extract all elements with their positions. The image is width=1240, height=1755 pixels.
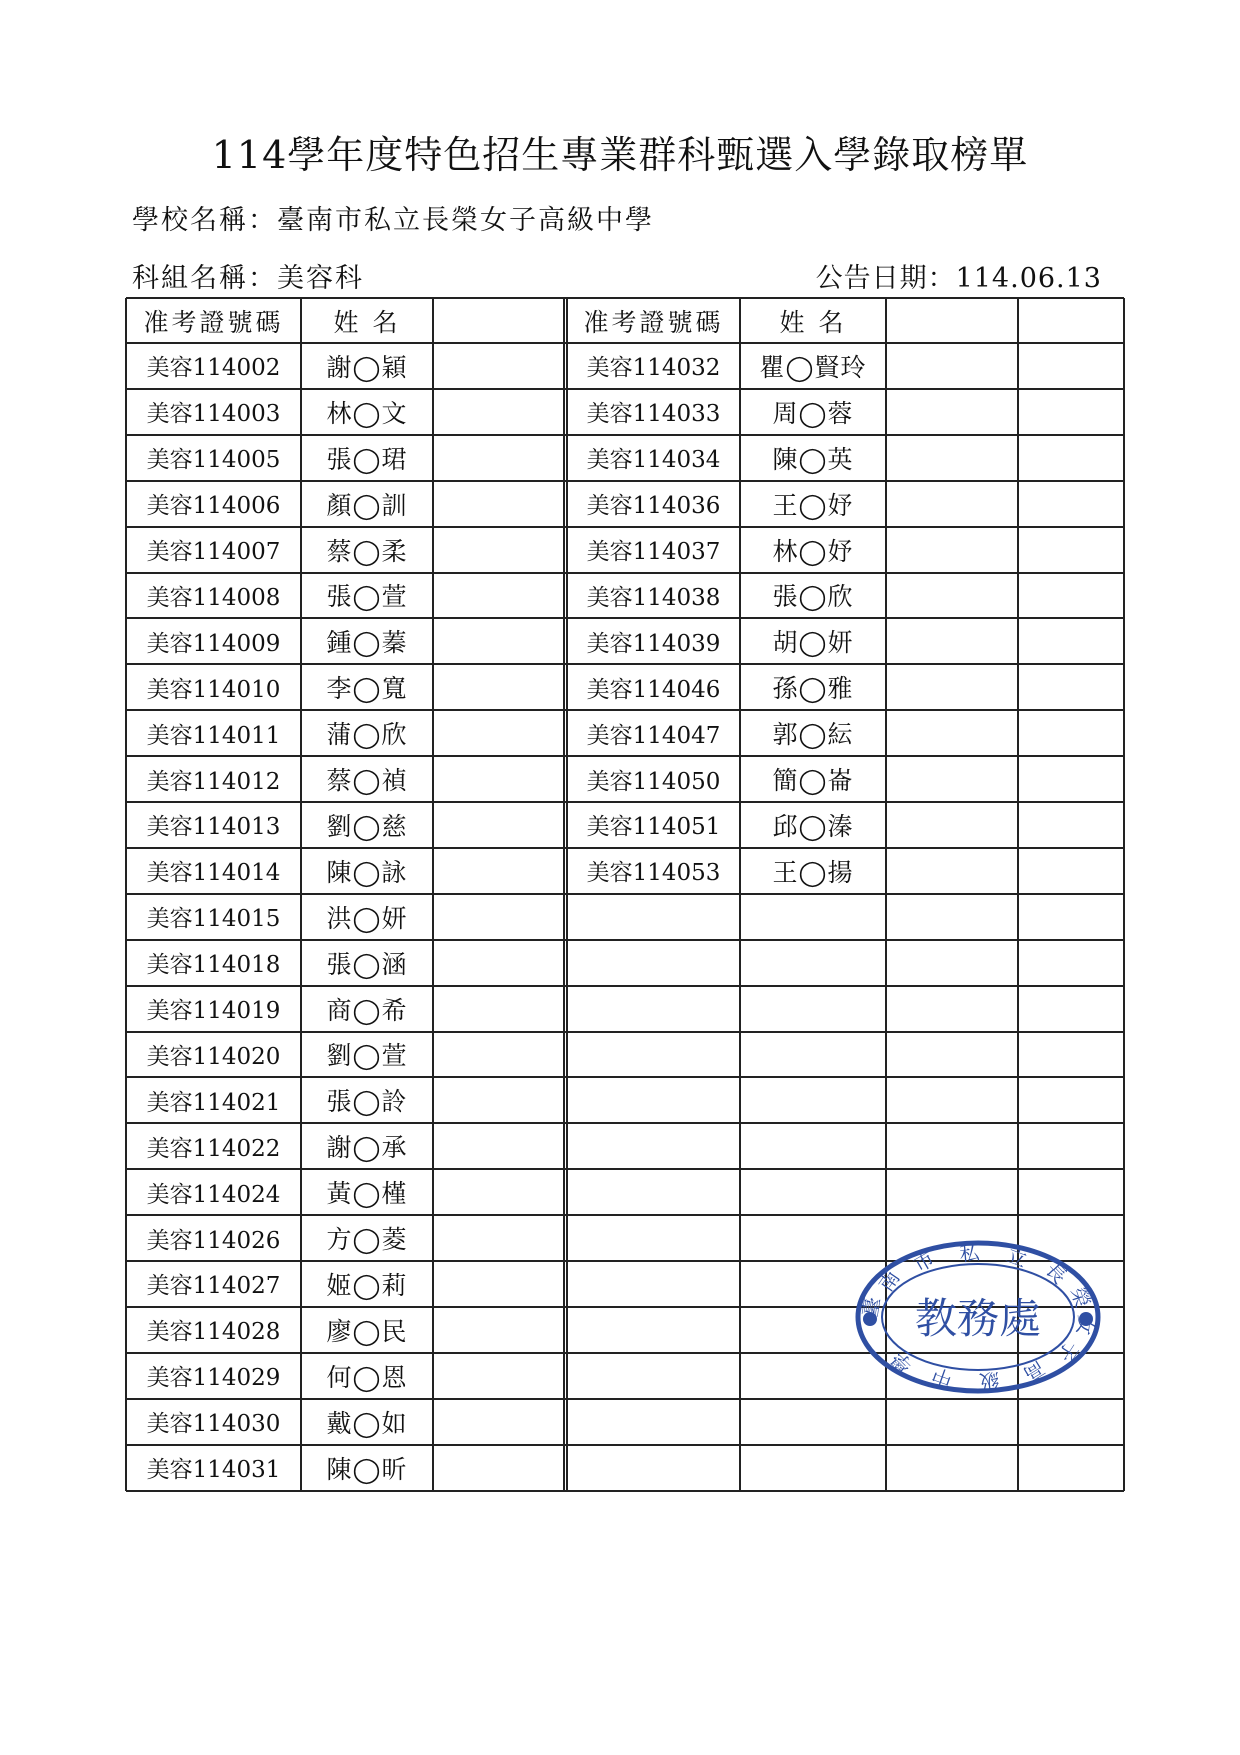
candidate-id: 美容114005 <box>146 447 281 474</box>
candidate-id: 美容114034 <box>586 447 721 474</box>
candidate-name: 顏◯訓 <box>326 490 408 520</box>
seal-ring-char: 立 <box>1003 1242 1031 1273</box>
candidate-id: 美容114039 <box>586 630 721 657</box>
seal-ring-char: 中 <box>928 1362 956 1392</box>
candidate-name: 胡◯妍 <box>772 628 854 658</box>
candidate-id: 美容114032 <box>586 355 721 382</box>
candidate-name: 簡◯崙 <box>772 766 854 796</box>
candidate-id: 美容114038 <box>586 584 721 611</box>
column-header-name: 姓 名 <box>779 307 847 337</box>
candidate-name: 劉◯慈 <box>326 811 408 841</box>
candidate-id: 美容114021 <box>146 1089 281 1116</box>
candidate-id: 美容114013 <box>146 814 281 841</box>
office-seal <box>852 1237 1104 1397</box>
candidate-id: 美容114050 <box>586 768 721 795</box>
seal-ring-char: 長 <box>1040 1257 1072 1289</box>
page-title: 114學年度特色招生專業群科甄選入學錄取榜單 <box>211 133 1029 177</box>
candidate-id: 美容114010 <box>146 676 281 703</box>
candidate-id: 美容114036 <box>586 493 721 520</box>
seal-ring-char: 私 <box>958 1240 981 1266</box>
candidate-name: 戴◯如 <box>326 1408 408 1438</box>
candidate-name: 蔡◯柔 <box>326 536 408 566</box>
candidate-id: 美容114026 <box>146 1227 281 1254</box>
seal-ring-char: 級 <box>978 1367 1001 1394</box>
candidate-id: 美容114031 <box>146 1457 281 1484</box>
candidate-id: 美容114020 <box>146 1043 281 1070</box>
candidate-id: 美容114003 <box>146 401 281 428</box>
candidate-name: 陳◯英 <box>772 444 854 474</box>
candidate-name: 瞿◯賢玲 <box>759 352 867 382</box>
column-header-id: 准考證號碼 <box>143 307 284 337</box>
candidate-id: 美容114011 <box>146 722 281 749</box>
candidate-id: 美容114014 <box>146 860 281 887</box>
candidate-name: 蒲◯欣 <box>326 720 408 750</box>
candidate-id: 美容114033 <box>586 401 721 428</box>
seal-ring-char: 高 <box>1019 1356 1050 1388</box>
candidate-name: 姬◯莉 <box>326 1270 408 1300</box>
candidate-id: 美容114037 <box>586 539 721 566</box>
candidate-id: 美容114053 <box>586 860 721 887</box>
candidate-id: 美容114008 <box>146 584 281 611</box>
candidate-name: 陳◯詠 <box>326 857 408 887</box>
candidate-name: 謝◯承 <box>326 1133 408 1163</box>
candidate-name: 方◯菱 <box>326 1225 408 1255</box>
candidate-id: 美容114002 <box>146 355 281 382</box>
candidate-id: 美容114018 <box>146 952 281 979</box>
candidate-name: 蔡◯禎 <box>326 766 408 796</box>
candidate-name: 林◯妤 <box>772 536 854 566</box>
column-header-name: 姓 名 <box>333 307 401 337</box>
candidate-name: 張◯涵 <box>326 949 408 979</box>
candidate-id: 美容114027 <box>146 1273 281 1300</box>
candidate-id: 美容114029 <box>146 1365 281 1392</box>
candidate-name: 張◯欣 <box>772 582 854 612</box>
seal-ring-char: 榮 <box>1066 1284 1096 1311</box>
candidate-name: 劉◯萱 <box>326 1041 408 1071</box>
candidate-id: 美容114009 <box>146 630 281 657</box>
seal-ring-char: 臺 <box>857 1295 885 1319</box>
candidate-name: 鍾◯蓁 <box>326 628 408 658</box>
seal-ring-char: 南 <box>873 1265 905 1296</box>
candidate-id: 美容114015 <box>146 906 281 933</box>
seal-ring-char: 市 <box>909 1246 939 1277</box>
candidate-id: 美容114024 <box>146 1181 281 1208</box>
candidate-id: 美容114046 <box>586 676 721 703</box>
candidate-name: 商◯希 <box>326 995 408 1025</box>
seal-center-text: 教務處 <box>914 1294 1042 1343</box>
candidate-name: 孫◯雅 <box>772 674 854 704</box>
seal-ring-char: 子 <box>1053 1336 1085 1367</box>
candidate-name: 林◯文 <box>326 398 408 428</box>
admission-list-table <box>126 298 1124 1628</box>
candidate-name: 郭◯紜 <box>772 720 854 750</box>
candidate-id: 美容114006 <box>146 493 281 520</box>
candidate-name: 邱◯溱 <box>772 811 854 841</box>
candidate-id: 美容114047 <box>586 722 721 749</box>
candidate-id: 美容114030 <box>146 1411 281 1438</box>
candidate-name: 張◯詅 <box>326 1087 408 1117</box>
candidate-name: 謝◯穎 <box>326 352 408 382</box>
candidate-id: 美容114022 <box>146 1135 281 1162</box>
candidate-name: 何◯恩 <box>326 1362 408 1392</box>
candidate-name: 李◯寬 <box>326 674 408 704</box>
candidate-name: 陳◯昕 <box>326 1454 408 1484</box>
seal-ring-char: 女 <box>1071 1313 1099 1337</box>
candidate-id: 美容114028 <box>146 1319 281 1346</box>
candidate-name: 黃◯槿 <box>326 1179 408 1209</box>
candidate-id: 美容114007 <box>146 539 281 566</box>
candidate-name: 張◯珺 <box>326 444 408 474</box>
candidate-id: 美容114019 <box>146 998 281 1025</box>
candidate-name: 洪◯妍 <box>326 903 408 933</box>
candidate-name: 王◯揚 <box>772 857 854 887</box>
candidate-name: 張◯萱 <box>326 582 408 612</box>
column-header-id: 准考證號碼 <box>583 307 724 337</box>
candidate-id: 美容114012 <box>146 768 281 795</box>
candidate-name: 周◯蓉 <box>772 398 854 428</box>
candidate-id: 美容114051 <box>586 814 721 841</box>
candidate-name: 廖◯民 <box>326 1316 408 1346</box>
seal-ring-char: 學 <box>886 1346 918 1378</box>
department-name: 科組名稱：美容科 <box>132 263 364 294</box>
announcement-date: 公告日期：114.06.13 <box>815 263 1102 294</box>
candidate-name: 王◯妤 <box>772 490 854 520</box>
school-name: 學校名稱：臺南市私立長榮女子高級中學 <box>132 205 654 236</box>
